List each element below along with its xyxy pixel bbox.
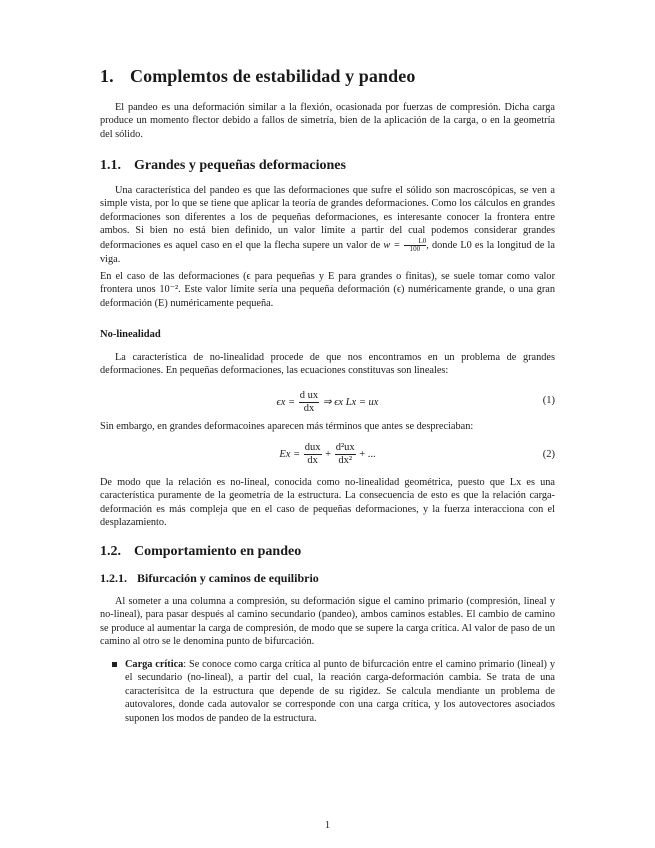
eq-numerator-2: d²ux [335,442,355,453]
paragraph-tail: , donde L0 es la longitud de la viga. [100,239,555,265]
list-item [110,658,555,725]
subsection-title: Comportamiento en pandeo [134,544,302,559]
eq-plus: + [325,448,332,460]
paragraph-text: Una característica del pandeo es que las deformaciones que sufre el sólido son macroscópicas, se ven a simple vista, por lo que se tiene que aplicar la teoría de grandes deformaciones. Como los cálculos en grandes deformaciones son diferentes a los de pequeñas deformaciones, es interesante conocer la frontera entre ambos. Si bien no está bien definido, un valor límite a partir del cual podemos considerar grandes deformaciones es aquel caso en el que la flecha supere un valor de [100,185,555,251]
nonlinearity-paragraph-3: De modo que la relación es no-lineal, conocida como no-linealidad geométrica, puesto que Lx es una característica puramente de la geometría de la estructura. La consecuencia de esto es que la relación carga-deformación es más compleja que en el caso de pequeñas deformaciones, y la fuerza interacciona con el desplazamiento. [100,477,555,529]
eq-fraction [299,390,319,415]
nonlinearity-paragraph-2: Sin embargo, en grandes deformacoines aparecen más términos que antes se despreciaban: [100,421,474,432]
bifurcation-paragraph: Al someter a una columna a compresión, su deformación sigue el camino primario (compresión, lineal y no-lineal), para pasar después al camino secundario (pandeo), ambos caminos estables. El cambio de camino se produce al aumentar la carga de compresión, de modo que se supere la carga crítica. Al valor de paso de un camino al otro se le denomina punto de bifurcación. [100,596,555,648]
subsection-title: Grandes y pequeñas deformaciones [134,158,346,173]
paragraph-heading-nonlinearity: No-linealidad [100,329,161,340]
equation-1 [100,388,555,416]
subsubsection-heading-1-2-1 [100,571,319,586]
bullet-list [110,658,555,725]
page-number: 1 [324,820,331,831]
equation-body [100,390,555,415]
deformation-paragraph-1 [100,184,555,266]
eq-denominator-1: dx [307,455,318,466]
equation-body [100,442,555,467]
section-number: 1. [100,66,114,86]
eq-lhs: ϵx = [276,396,296,408]
bullet-icon [112,662,117,667]
intro-paragraph: El pandeo es una deformación similar a la flexión, ocasionada por fuerzas de compresión. Dicha carga produce un momento flector debido a fallos de simetría, bien de la aplicación de la carga, o en la geometría del sólido. [100,102,555,140]
equation-number: (1) [542,395,555,406]
fraction-denominator: 100 [409,244,421,253]
nonlinearity-paragraph-1: La característica de no-linealidad procede de que nos encontramos en un problema de grandes deformaciones. En pequeñas deformaciones, las ecuaciones constituvas son lineales: [100,352,555,377]
section-heading [100,66,415,87]
subsubsection-number: 1.2.1. [100,571,127,585]
formula-lhs: w = [383,239,401,251]
section-title: Complemtos de estabilidad y pandeo [130,66,416,86]
eq-denominator-2: dx² [338,455,352,466]
deformation-paragraph-2: En el caso de las deformaciones (ϵ para pequeñas y E para grandes o finitas), se suele tomar como valor frontera unos 10⁻². Este valor límite sería una pequeña deformación (ϵ) numéricamente grande, o una gran deformación (E) numéricamente pequeña. [100,271,555,309]
equation-number: (2) [542,449,555,460]
subsubsection-title: Bifurcación y caminos de equilibrio [137,571,319,585]
eq-fraction-2 [335,442,356,467]
bullet-text: : Se conoce como carga crítica al punto de bifurcación entre el camino primario (lineal) y el secundario (no-lineal), a partir del cual, la reación carga-deformación cambia. Se trata de una caracterísitca de la estructura que depende de su rigidez. Se calcula mendiante un problema de autovalores, donde cada autovalor se corresponde con una carga crítica, y los autovectores asociados suponen los modos de pandeo de la estructura. [125,659,555,724]
eq-rhs: ⇒ ϵx Lx = ux [322,396,379,408]
eq-lhs: Ex = [279,448,301,460]
eq-numerator-1: dux [304,442,321,453]
eq-denominator: dx [303,403,315,414]
fraction-numerator: L0 [404,238,427,246]
equation-2 [100,440,555,470]
formula-fraction [404,238,427,253]
eq-rhs: + ... [359,448,376,460]
bullet-term: Carga crítica [125,659,184,670]
eq-numerator: d ux [299,390,319,401]
subsection-heading-1-1 [100,158,346,174]
subsection-heading-1-2 [100,544,301,560]
subsection-number: 1.1. [100,158,121,173]
eq-fraction-1 [304,442,322,467]
subsection-number: 1.2. [100,544,121,559]
